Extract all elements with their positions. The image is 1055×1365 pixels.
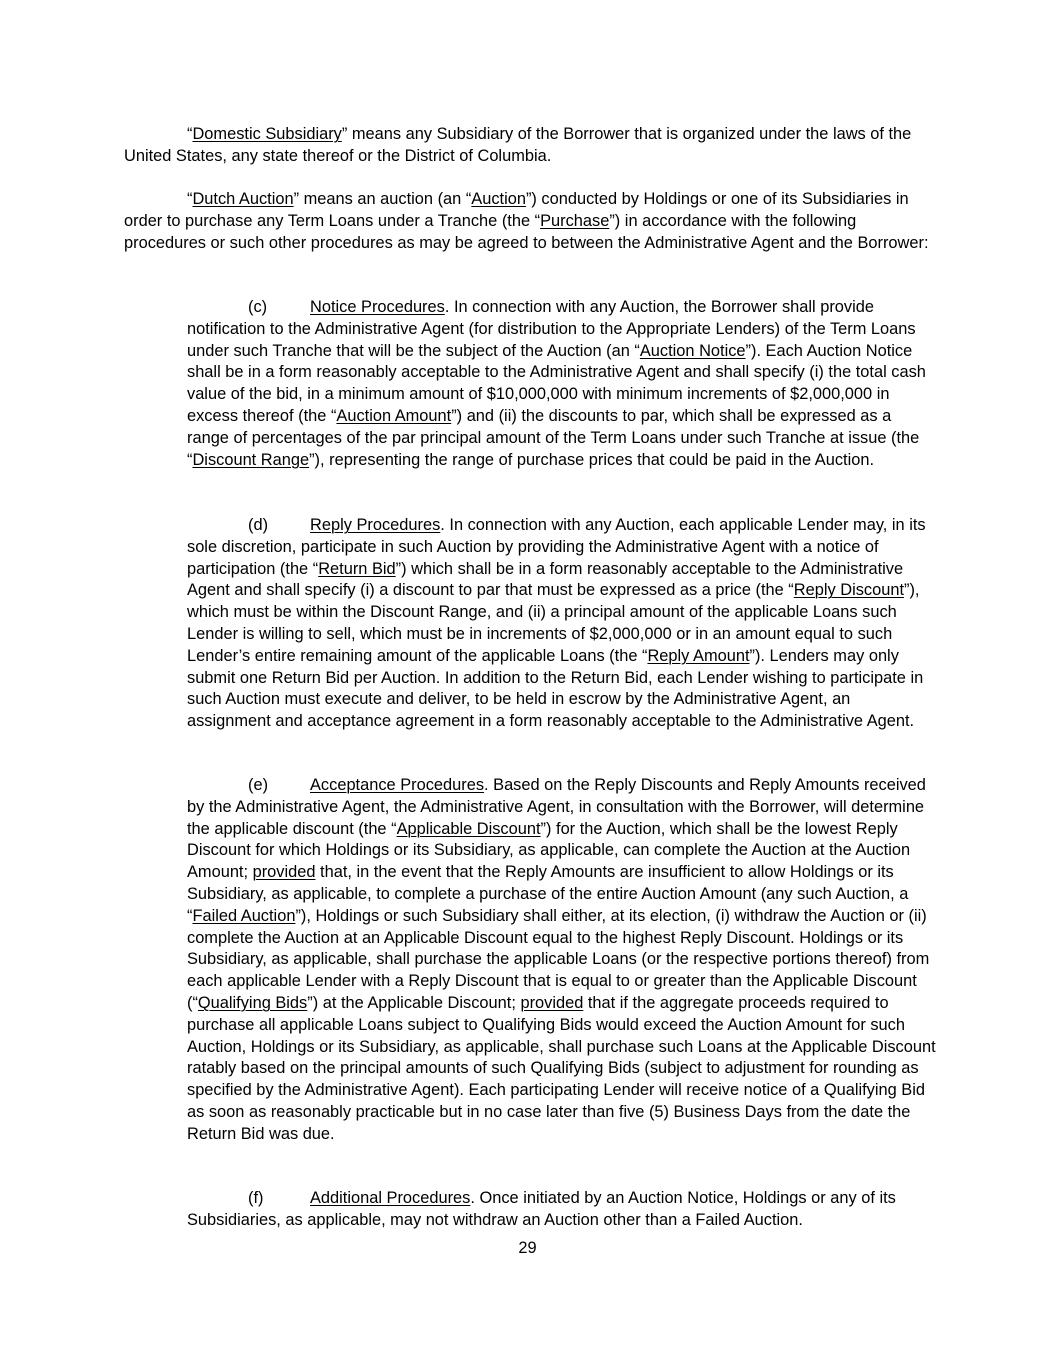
defined-term: Auction Notice <box>639 341 746 360</box>
definition-text: ”) in accordance with the following procedures or such other procedures as may be agreed to between the Administrative Agent and the Borrower: <box>124 211 929 252</box>
close-quote: ” <box>341 125 348 143</box>
open-quote: “ <box>187 125 193 143</box>
defined-term: Return Bid <box>318 559 396 578</box>
open-quote: “ <box>187 190 193 208</box>
definition-dutch-auction <box>124 189 936 254</box>
clause-heading: Notice Procedures <box>310 298 445 316</box>
clause-text: ”) and (ii) the discounts to par, which shall be expressed as a range of percentages of the par principal amount of the Term Loans under such Tranche at issue (the “ <box>187 406 920 469</box>
defined-term: Auction Amount <box>336 406 452 425</box>
clause-heading: Acceptance Procedures <box>310 776 485 794</box>
clause-label: (f) <box>248 1189 264 1207</box>
clause-heading: Reply Procedures <box>310 516 441 534</box>
clause-text: . Once initiated by an Auction Notice, Holdings or any of its Subsidiaries, as applicable, may not withdraw an Auction other than a Failed Auction. <box>187 1189 896 1229</box>
clause-text: . In connection with any Auction, each applicable Lender may, in its sole discretion, participate in such Auction by providing the Administrative Agent with a notice of participation (the “ <box>187 516 926 578</box>
clause-acceptance-procedures <box>187 775 937 1146</box>
clause-label: (c) <box>248 298 268 316</box>
clause-text: ”), which must be within the Discount Range, and (ii) a principal amount of the applicable Loans such Lender is willing to sell, which must be in increments of $2,000,000 or in an amount equal to such Lender’s entire remaining amount of the applicable Loans (the “ <box>187 581 920 665</box>
close-quote: ” <box>293 190 300 208</box>
clause-heading: Additional Procedures <box>310 1189 471 1207</box>
clause-label: (d) <box>248 516 269 534</box>
clause-text: that, in the event that the Reply Amounts are insufficient to allow Holdings or its Subsidiary, as applicable, to complete a purchase of the entire Auction Amount (any such Auction, a “ <box>187 863 909 925</box>
clause-text: ”), Holdings or such Subsidiary shall either, at its election, (i) withdraw the Auction or (ii) complete the Auction at an Applicable Discount equal to the highest Reply Discount. Holdings or its Subsidiary, as applicable, shall purchase the applicable Loans (or the respective portions thereof) from each applicable Lender with a Reply Discount that is equal to or greater than the Applicable Discount (“ <box>187 906 930 1012</box>
proviso-term: provided <box>520 993 584 1012</box>
clause-text: . In connection with any Auction, the Borrower shall provide notification to the Administrative Agent (for distribution to the Appropriate Lenders) of the Term Loans under such Tranche that will be the subject of the Auction (an “ <box>187 298 916 360</box>
clause-text: ”) for the Auction, which shall be the lowest Reply Discount for which Holdings or its Subsidiary, as applicable, can complete the Auction at the Auction Amount; <box>187 819 911 882</box>
defined-term: Purchase <box>540 211 610 230</box>
defined-term: Dutch Auction <box>192 190 294 208</box>
clause-label: (e) <box>248 776 269 794</box>
defined-term: Auction <box>471 190 526 208</box>
clause-text: ”) at the Applicable Discount; <box>307 993 521 1012</box>
defined-term: Reply Amount <box>647 646 750 665</box>
defined-term: Reply Discount <box>793 581 905 600</box>
defined-term: Qualifying Bids <box>197 993 308 1012</box>
clause-reply-procedures <box>187 515 937 733</box>
defined-term: Failed Auction <box>192 906 296 925</box>
definition-text: means an auction (an “ <box>299 190 472 208</box>
clause-text: ”) which shall be in a form reasonably acceptable to the Administrative Agent and shall specify (i) a discount to par that must be expressed as a price (the “ <box>187 559 904 600</box>
clause-notice-procedures <box>187 297 937 471</box>
defined-term: Applicable Discount <box>396 819 541 838</box>
page-number: 29 <box>518 1239 537 1257</box>
definition-text: means any Subsidiary of the Borrower that is organized under the laws of the United States, any state thereof or the District of Columbia. <box>124 125 912 165</box>
clause-additional-procedures <box>187 1188 937 1232</box>
clause-text: ”). Each Auction Notice shall be in a form reasonably acceptable to the Administrative Agent and shall specify (i) the total cash value of the bid, in a minimum amount of $10,000,000 with minimum increments of $2,000,000 in excess thereof (the “ <box>187 341 926 425</box>
proviso-term: provided <box>252 863 316 882</box>
definition-domestic-subsidiary <box>124 124 936 168</box>
clause-text: ”). Lenders may only submit one Return Bid per Auction. In addition to the Return Bid, each Lender wishing to participate in such Auction must execute and deliver, to be held in escrow by the Administrative Agent, an assignment and acceptance agreement in a form reasonably acceptable to the Administrative Agent. <box>187 646 924 731</box>
defined-term: Discount Range <box>192 450 310 469</box>
defined-term: Domestic Subsidiary <box>192 125 342 143</box>
clause-text: ”), representing the range of purchase prices that could be paid in the Auction. <box>309 450 875 469</box>
clause-text: that if the aggregate proceeds required to purchase all applicable Loans subject to Qualifying Bids would exceed the Auction Amount for such Auction, Holdings or its Subsidiary, as applicable, shall purchase such Loans at the Applicable Discount ratably based on the principal amounts of such Qualifying Bids (subject to adjustment for rounding as specified by the Administrative Agent). Each participating Lender will receive notice of a Qualifying Bid as soon as reasonably practicable but in no case later than five (5) Business Days from the date the Return Bid was due. <box>187 993 936 1143</box>
definition-text: ”) conducted by Holdings or one of its Subsidiaries in order to purchase any Term Loans under a Tranche (the “ <box>124 190 909 230</box>
clause-text: . Based on the Reply Discounts and Reply Amounts received by the Administrative Agent, the Administrative Agent, in consultation with the Borrower, will determine the applicable discount (the “ <box>187 776 926 838</box>
